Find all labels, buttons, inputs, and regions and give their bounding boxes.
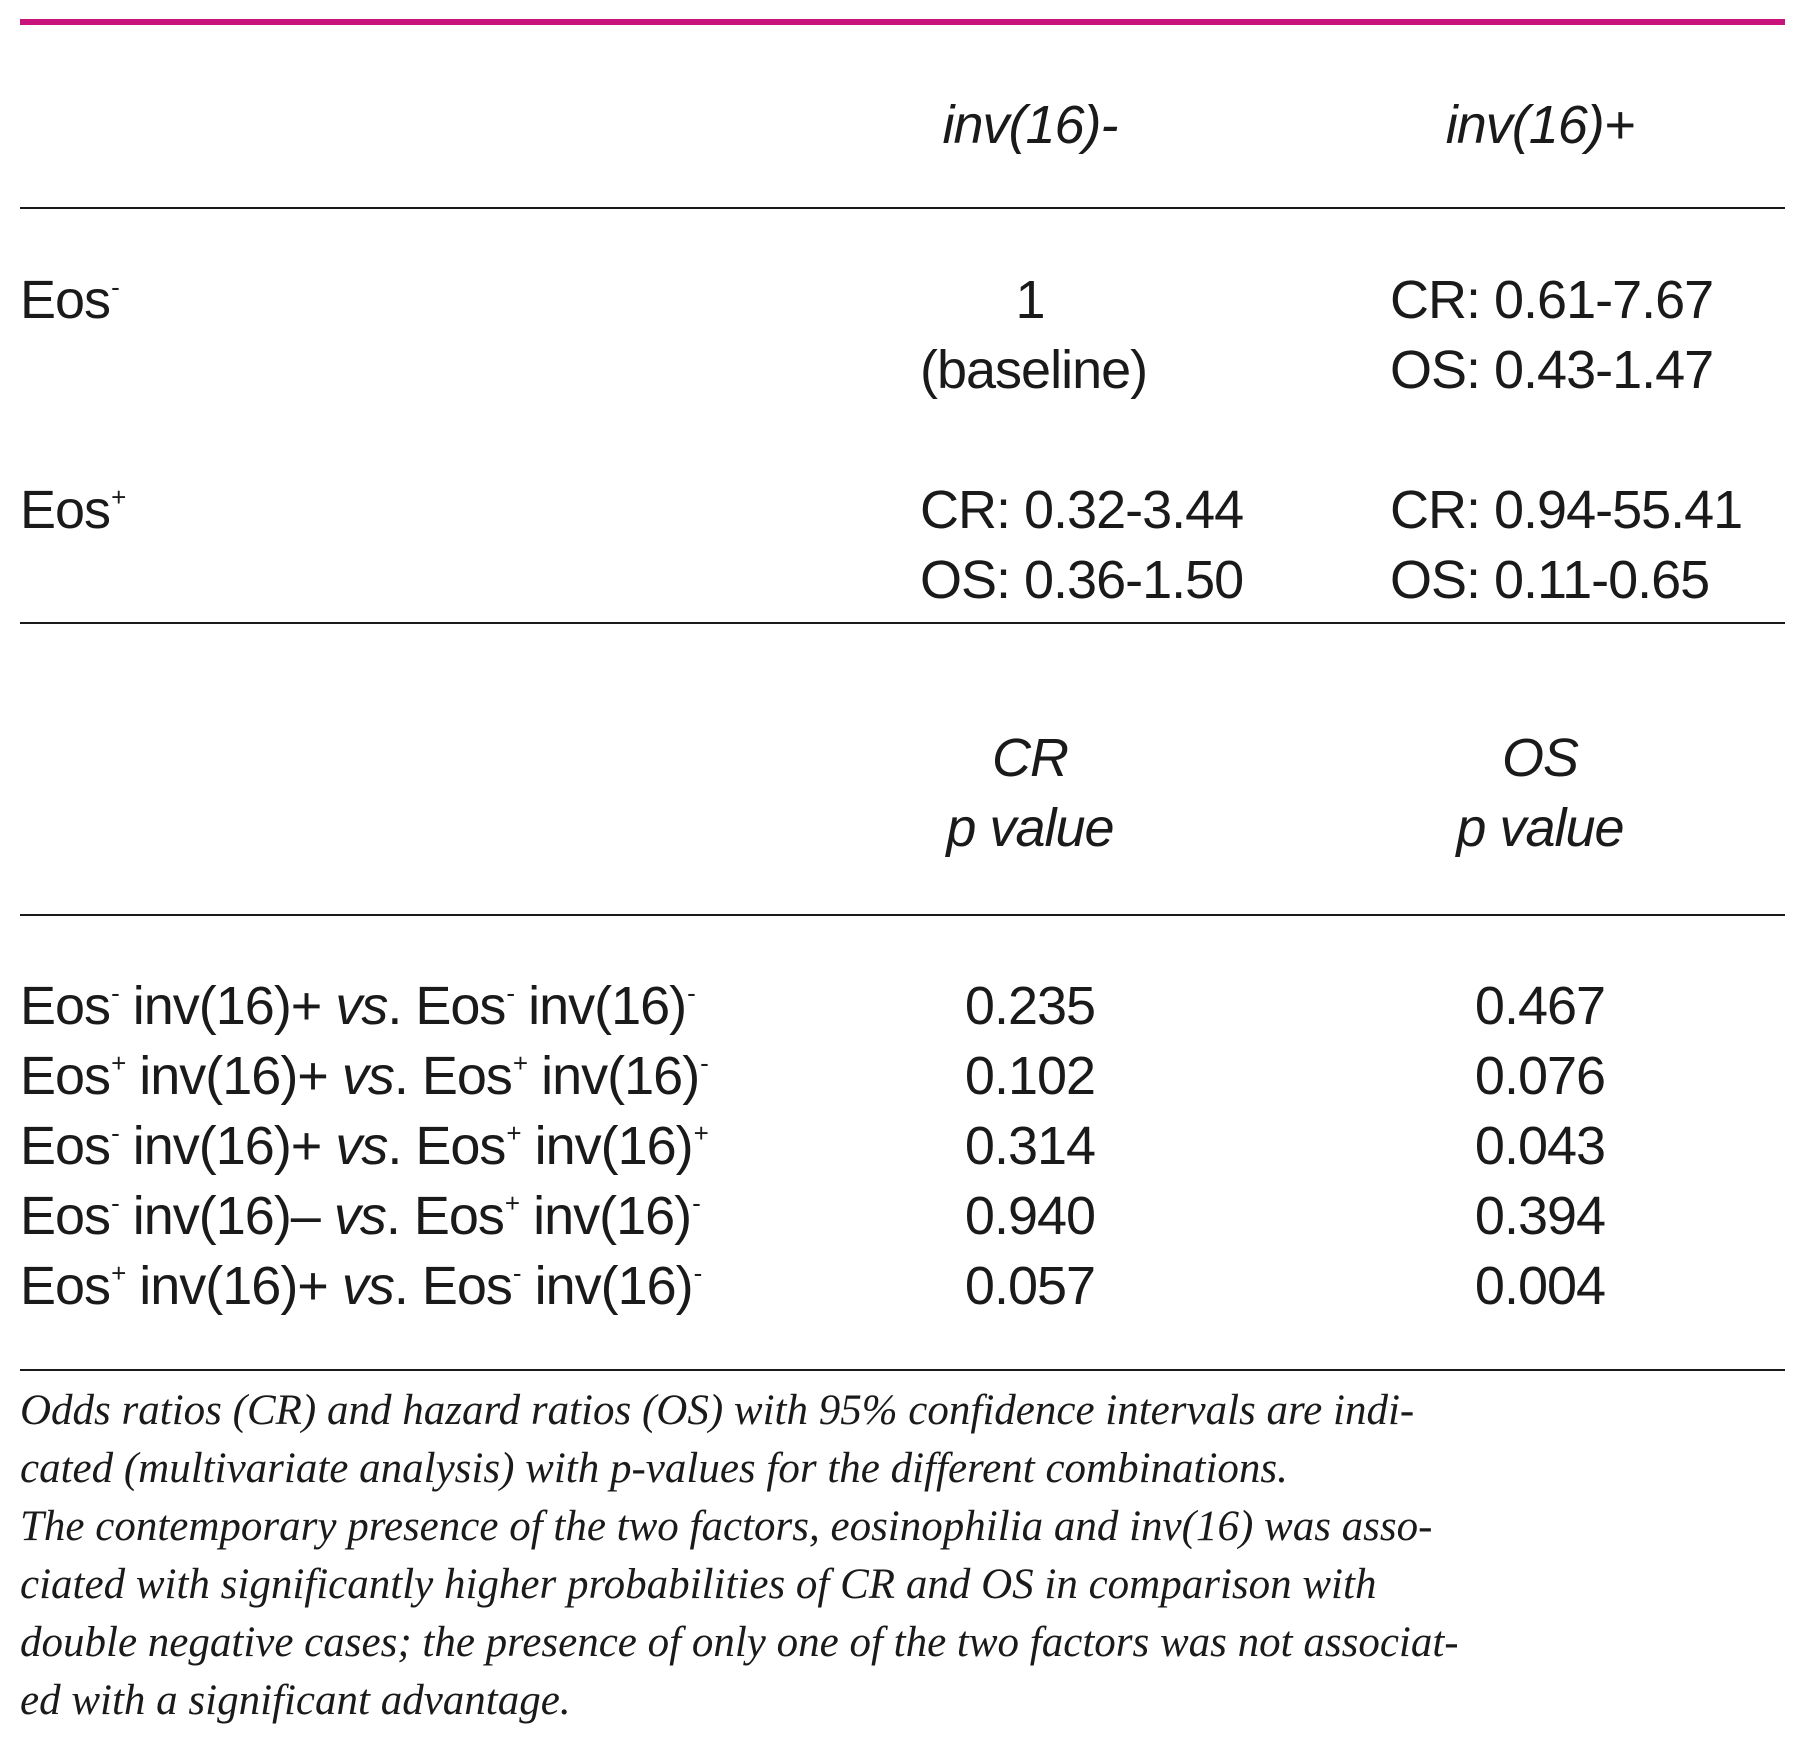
caption-line: ciated with significantly higher probabilities of CR and OS in comparison with [20, 1561, 1377, 1608]
comparison-os-pvalue: 0.043 [1474, 1116, 1606, 1176]
comparison-os-pvalue: 0.467 [1474, 976, 1606, 1036]
comparison-cr-pvalue: 0.314 [964, 1116, 1096, 1176]
header-os: OS [1501, 728, 1579, 788]
comparison-os-pvalue: 0.076 [1474, 1046, 1606, 1106]
cell-eospos-inv16pos-cr: CR: 0.94-55.41 [1390, 480, 1743, 540]
header-cr: CR [992, 728, 1068, 788]
top-rule [20, 19, 1785, 25]
row-label-eos-negative: Eos- [20, 270, 119, 330]
table-caption [20, 1382, 1780, 1730]
comparison-cr-pvalue: 0.940 [964, 1186, 1096, 1246]
comparison-os-pvalue: 0.004 [1474, 1256, 1606, 1316]
comparison-cr-pvalue: 0.102 [964, 1046, 1096, 1106]
comparison-os-pvalue: 0.394 [1474, 1186, 1606, 1246]
cell-eospos-inv16pos-os: OS: 0.11-0.65 [1390, 550, 1710, 610]
cell-baseline-line2: (baseline) [920, 340, 1148, 400]
caption-line: The contemporary presence of the two factors, eosinophilia and inv(16) was asso- [20, 1503, 1433, 1550]
comparison-cr-pvalue: 0.235 [964, 976, 1096, 1036]
cell-eospos-inv16neg-os: OS: 0.36-1.50 [920, 550, 1244, 610]
divider [20, 622, 1785, 624]
divider [20, 207, 1785, 209]
comparison-label: Eos+ inv(16)+ vs. Eos- inv(16)- [20, 1256, 702, 1316]
divider [20, 914, 1785, 916]
cell-baseline-line1: 1 [1015, 270, 1045, 330]
caption-line: ed with a significant advantage. [20, 1677, 571, 1724]
header-cr-pvalue: p value [946, 798, 1114, 858]
cell-eosneg-inv16pos-cr: CR: 0.61-7.67 [1390, 270, 1714, 330]
caption-line: cated (multivariate analysis) with p-values for the different combinations. [20, 1445, 1288, 1492]
comparison-label: Eos- inv(16)– vs. Eos+ inv(16)- [20, 1186, 700, 1246]
caption-line: Odds ratios (CR) and hazard ratios (OS) with 95% confidence intervals are indi- [20, 1387, 1415, 1434]
comparison-label: Eos+ inv(16)+ vs. Eos+ inv(16)- [20, 1046, 708, 1106]
comparison-cr-pvalue: 0.057 [964, 1256, 1096, 1316]
comparison-label: Eos- inv(16)+ vs. Eos- inv(16)- [20, 976, 695, 1036]
header-os-pvalue: p value [1456, 798, 1624, 858]
caption-line: double negative cases; the presence of only one of the two factors was not associat- [20, 1619, 1459, 1666]
header-inv16-positive: inv(16)+ [1445, 95, 1635, 155]
header-inv16-negative: inv(16)- [942, 95, 1118, 155]
comparison-label: Eos- inv(16)+ vs. Eos+ inv(16)+ [20, 1116, 708, 1176]
divider [20, 1369, 1785, 1371]
cell-eospos-inv16neg-cr: CR: 0.32-3.44 [920, 480, 1244, 540]
row-label-eos-positive: Eos+ [20, 480, 126, 540]
cell-eosneg-inv16pos-os: OS: 0.43-1.47 [1390, 340, 1714, 400]
